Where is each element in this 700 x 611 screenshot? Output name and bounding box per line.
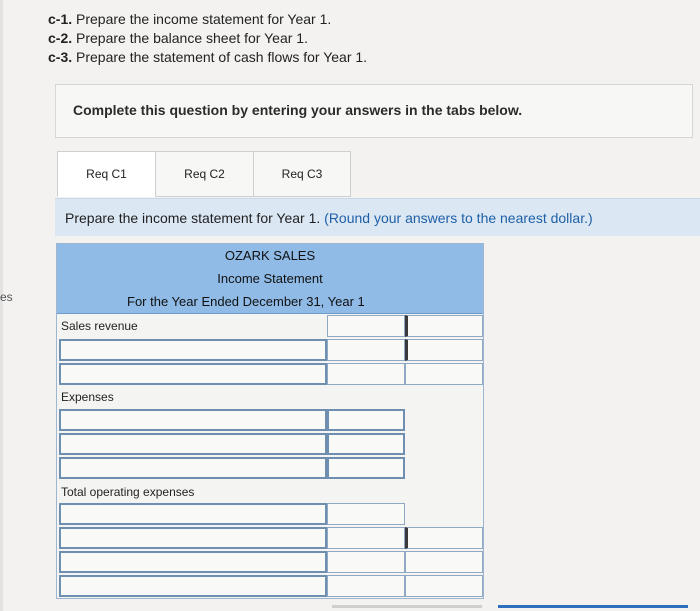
expense-line-3-amount-input[interactable] — [327, 457, 405, 479]
expenses-label: Expenses — [61, 390, 114, 404]
post-total-line-3-amount-input[interactable] — [405, 551, 483, 573]
prompt-text: Prepare the income statement for Year 1. — [65, 210, 325, 226]
left-edge-strip — [0, 0, 3, 611]
post-total-line-2-label-input[interactable] — [59, 527, 327, 549]
post-total-line-3-mid-input[interactable] — [327, 551, 405, 573]
post-total-line-4-amount-input[interactable] — [405, 575, 483, 597]
revenue-line-1-amount-input[interactable] — [405, 339, 483, 361]
expense-line-2-amount-input[interactable] — [327, 433, 405, 455]
expense-line-1-label-input[interactable] — [59, 409, 327, 431]
left-panel-text-fragment: es — [0, 290, 13, 304]
statement-period: For the Year Ended December 31, Year 1 — [127, 294, 365, 309]
total-operating-expenses-label: Total operating expenses — [61, 485, 195, 499]
instructions-list — [48, 10, 367, 67]
income-statement-form — [56, 243, 484, 599]
instruction-c3: c-3. Prepare the statement of cash flows for Year 1. — [48, 49, 368, 65]
tab-req-c1[interactable]: Req C1 — [57, 151, 155, 197]
post-total-line-1-label-input[interactable] — [59, 503, 327, 525]
revenue-line-1-mid-input[interactable] — [327, 339, 405, 361]
sales-revenue-amount-input[interactable] — [405, 315, 483, 337]
post-total-line-3-label-input[interactable] — [59, 551, 327, 573]
company-name: OZARK SALES — [224, 248, 316, 263]
instruction-c2: c-2. Prepare the balance sheet for Year 1. — [48, 30, 308, 46]
question-prompt-bar — [55, 198, 700, 236]
statement-header — [57, 244, 483, 314]
revenue-line-2-mid-input[interactable] — [327, 363, 405, 385]
instruction-c1: c-1. Prepare the income statement for Year 1. — [48, 11, 332, 27]
post-total-line-4-mid-input[interactable] — [327, 575, 405, 597]
tab-req-c3[interactable]: Req C3 — [253, 151, 351, 197]
requirement-tabs — [57, 151, 351, 197]
sales-revenue-label: Sales revenue — [61, 319, 138, 333]
expense-line-1-amount-input[interactable] — [327, 409, 405, 431]
complete-question-banner — [55, 84, 693, 138]
post-total-line-4-label-input[interactable] — [59, 575, 327, 597]
expense-line-2-label-input[interactable] — [59, 433, 327, 455]
revenue-line-1-label-input[interactable] — [59, 339, 327, 361]
revenue-line-2-amount-input[interactable] — [405, 363, 483, 385]
post-total-line-1-mid-input[interactable] — [327, 503, 405, 525]
sales-revenue-mid-input[interactable] — [327, 315, 405, 337]
tab-req-c2[interactable]: Req C2 — [155, 151, 253, 197]
progress-accent-bar — [498, 605, 688, 608]
post-total-line-2-amount-input[interactable] — [405, 527, 483, 549]
rounding-hint: (Round your answers to the nearest dollar.) — [324, 210, 593, 226]
statement-title: Income Statement — [217, 271, 323, 286]
scrollbar-track — [332, 605, 482, 608]
revenue-line-2-label-input[interactable] — [59, 363, 327, 385]
post-total-line-2-mid-input[interactable] — [327, 527, 405, 549]
complete-question-text: Complete this question by entering your answers in the tabs below. — [73, 102, 523, 118]
expense-line-3-label-input[interactable] — [59, 457, 327, 479]
